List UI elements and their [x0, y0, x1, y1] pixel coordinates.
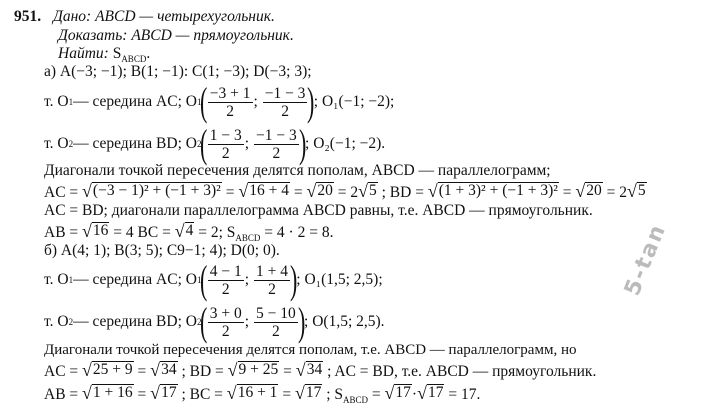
part-a-o2-line: т. O 2 — середина BD; O 2 ( $\frac{1 - 3}{2}$ ; $\frac{-1 - 3}{2}$ ) ; O₂(−1; −2). [44, 121, 386, 166]
a-o1-frac1: $\frac{-3 + 1}{2}$ [209, 84, 251, 120]
part-b-ac-bd: AC = √ 25 + 9 = √ 34 ; BD = √ 9 + 25 = √ 34 ; AC = BD, т.е. ABCD — прямоугольник. [44, 360, 597, 380]
a-o2-prefix: т. O [44, 135, 69, 152]
a-o1-prefix: т. O [44, 93, 69, 110]
prove-line [58, 27, 294, 45]
part-a-ab-bc: AB = √ 16 = 4 BC = √ 4 = 2; $S_{ABCD} = 4 \cdot 2 = 8$. [44, 221, 334, 243]
a-o2-frac1: $\frac{1 - 3}{2}$ [209, 126, 242, 162]
problem-number: 951. [14, 8, 42, 25]
part-a-o1-line: т. O 1 — середина AC; O 1 ( $\frac{-3 + 1}{2}$ ; $\frac{-1 - 3}{2}$ ) ; O₁(−1; −2); [44, 79, 395, 124]
part-a-ac-bd: AC = √ (−3 − 1)² + (−1 + 3)² = √ 16 + 4 = √ 20 = 2 √ 5 ; BD = √ (1 + 3)² + (−1 + 3)² = √ 20 = 2 √ 5 [44, 181, 646, 201]
b-o2-frac2: $\frac{5 - 10}{2}$ [255, 304, 296, 340]
a-o1-mid: — середина AC; O [73, 93, 197, 110]
prove-label: Доказать: [58, 27, 128, 44]
b-o2-frac1: $\frac{3 + 0}{2}$ [209, 304, 242, 340]
part-b-o2-line: т. O 2 — середина BD; O 2 ( $\frac{3 + 0}{2}$ ; $\frac{5 - 10}{2}$ ) ; O(1,5; 2,5). [44, 299, 385, 344]
part-a-points: а) A(−3; −1); B(1; −1): C(1; −3); D(−3; 3); [44, 63, 312, 80]
given-text: ABCD — четырехугольник. [95, 8, 275, 25]
b-o1-frac2: $\frac{1 + 4}{2}$ [255, 262, 288, 298]
part-b-o1-line: т. O 1 — середина AC; O 1 ( $\frac{4 - 1}{2}$ ; $\frac{1 + 4}{2}$ ) ; O₁(1,5; 2,5); [44, 257, 383, 302]
a-o1-result: ; O₁(−1; −2); [313, 93, 395, 110]
part-a-ac-eq-bd: AC = BD; диагонали параллелограмма ABCD равны, т.е. ABCD — прямоугольник. [44, 202, 593, 219]
prove-text: ABCD — прямоугольник. [131, 27, 294, 44]
given-label: Дано: [53, 8, 92, 25]
b-o1-frac1: $\frac{4 - 1}{2}$ [209, 262, 242, 298]
find-label: Найти: [58, 45, 109, 62]
part-b-ab-bc-s: AB = √ 1 + 16 = √ 17 ; BC = √ 16 + 1 = √ 17 ; $S_{ABCD}$ = √ 17 · √ 17 = 17. [44, 383, 481, 405]
find-dot: . [146, 45, 151, 62]
a-o2-mid: — середина BD; O [73, 135, 197, 152]
part-b-diag: Диагонали точкой пересечения делятся пополам, т.е. ABCD — параллелограмм, но [44, 342, 577, 358]
find-s: S [112, 45, 122, 62]
find-sub: ABCD [121, 54, 147, 64]
problem-header [14, 8, 275, 26]
part-a-diag: Диагонали точкой пересечения делятся пополам, ABCD — параллелограмм; [44, 162, 551, 179]
watermark: 5-tan [620, 220, 672, 300]
a-o2-result: ; O₂(−1; −2). [305, 135, 386, 152]
part-b-points: б) A(4; 1); B(3; 5); C9−1; 4); D(0; 0). [44, 242, 280, 259]
a-o1-frac2: $\frac{-1 - 3}{2}$ [264, 84, 306, 120]
a-o2-frac2: $\frac{-1 - 3}{2}$ [255, 126, 297, 162]
